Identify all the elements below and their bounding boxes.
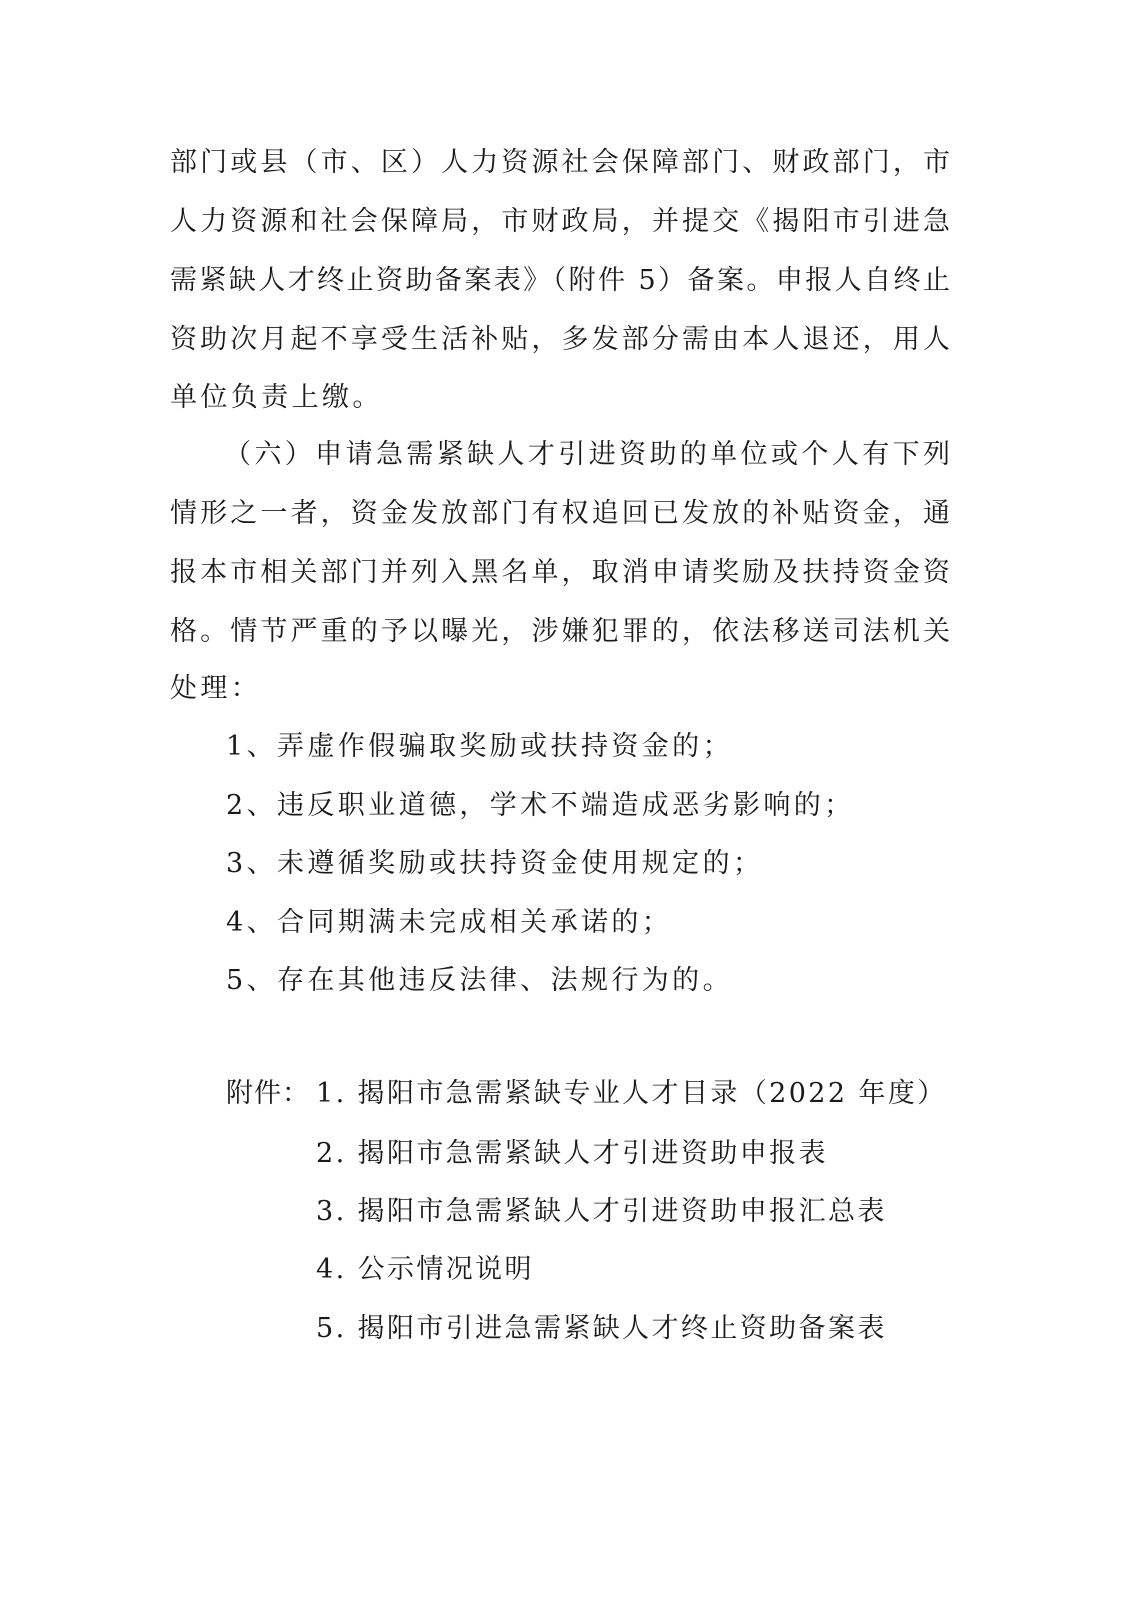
attachment-item: 1. 揭阳市急需紧缺专业人才目录（2022 年度） (316, 1078, 947, 1109)
list-item: 4、合同期满未完成相关承诺的； (226, 907, 673, 938)
body-line: 人力资源和社会保障局，市财政局，并提交《揭阳市引进急 (170, 206, 950, 237)
section-heading-line: （六）申请急需紧缺人才引进资助的单位或个人有下列 (224, 439, 950, 470)
body-line: 格。情节严重的予以曝光，涉嫌犯罪的，依法移送司法机关 (170, 616, 950, 647)
list-item: 3、未遵循奖励或扶持资金使用规定的； (226, 848, 764, 879)
body-line: 单位负责上缴。 (170, 382, 383, 413)
list-item: 1、弄虚作假骗取奖励或扶持资金的； (226, 731, 733, 762)
list-item: 5、存在其他违反法律、法规行为的。 (226, 965, 733, 996)
body-line: 资助次月起不享受生活补贴，多发部分需由本人退还，用人 (170, 324, 950, 355)
attachment-item: 5. 揭阳市引进急需紧缺人才终止资助备案表 (316, 1313, 887, 1344)
body-line: 部门或县（市、区）人力资源社会保障部门、财政部门，市 (170, 147, 950, 178)
attachment-item: 4. 公示情况说明 (316, 1254, 534, 1285)
body-line: 报本市相关部门并列入黑名单，取消申请奖励及扶持资金资 (170, 557, 950, 588)
attachment-item: 2. 揭阳市急需紧缺人才引进资助申报表 (316, 1138, 828, 1169)
body-line: 处理： (170, 673, 262, 704)
list-item: 2、违反职业道德，学术不端造成恶劣影响的； (226, 790, 855, 821)
body-line: 需紧缺人才终止资助备案表》（附件 5）备案。申报人自终止 (170, 265, 950, 296)
attachment-item: 3. 揭阳市急需紧缺人才引进资助申报汇总表 (316, 1196, 887, 1227)
body-line: 情形之一者，资金发放部门有权追回已发放的补贴资金，通 (170, 498, 950, 529)
attachments-label: 附件： (226, 1078, 310, 1109)
